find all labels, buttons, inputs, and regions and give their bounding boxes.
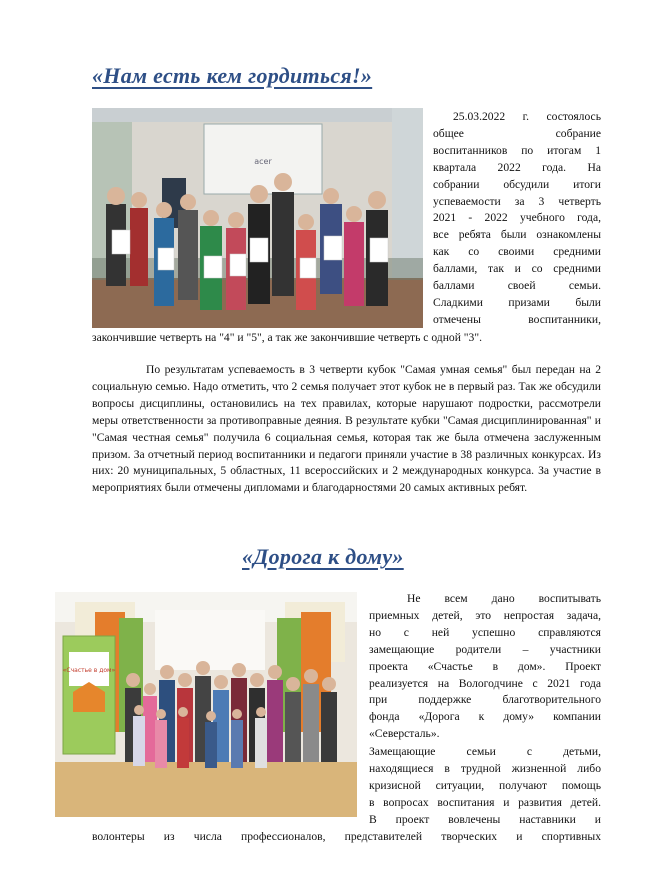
text-line: находящиеся в трудной жизненной либо <box>369 761 601 775</box>
text-line: собрании обсудили итоги <box>433 177 601 191</box>
text-line: успеваемости за 3 четверть <box>433 194 601 208</box>
text-line: но с ней успешно справляются <box>369 625 601 639</box>
text-line: проекта «Счастье в дом». Проект <box>369 659 601 673</box>
text-line: в вопросах воспитания и развития детей. <box>369 795 601 809</box>
text-line: Сладкими призами были <box>433 295 601 309</box>
text-line: квартала 2022 года. На <box>433 160 601 174</box>
text-line: замещающие родители – участники <box>369 642 601 656</box>
project-text-column-2 <box>369 744 601 829</box>
results-paragraph: По результатам успеваемость в 3 четверти кубок "Самая умная семья" был передан на 2 социальную семью. Надо отметить, что 2 семья получает этот кубок не в первый раз. Так же обсудили вопросы дисциплины, остановились на тех правилах, которые нарушают подростки, рассмотрели меры ответственности за противоправные деяния. В результате кубки "Самая дисциплинированная" и "Самая честная семья" получила 6 социальная семья, которая так же была отмечена заслуженным призом. За отчетный период воспитанники и педагоги приняли участие в 38 различных конкурсах. Из них: 20 муниципальных, 5 областных, 11 всероссийских и 2 международных конкурса. За участие в мероприятиях были отмечены дипломами и благодарностями 20 самых активных ребят. <box>92 363 601 495</box>
intro-text-continuation: закончившие четверть на "4" и "5", а так же закончившие четверть с одной "3". <box>92 331 482 344</box>
article-title-1: «Нам есть кем гордиться!» <box>92 63 373 88</box>
text-line: В проект вовлечены наставники и <box>369 812 601 826</box>
intro-text-column <box>433 109 601 329</box>
text-line: фонда «Дорога к дому» компании <box>369 710 601 724</box>
article-title-2: «Дорога к дому» <box>242 544 404 569</box>
text-line: баллами своей семьи. <box>433 279 601 293</box>
text-line: общее собрание <box>433 126 601 140</box>
text-line: как со своими средними <box>433 245 601 259</box>
banner-text: «Счастье в дом» <box>62 667 116 674</box>
text-line: Не всем дано воспитывать <box>407 592 601 605</box>
text-line: все ребята были ознакомлены <box>433 228 601 242</box>
text-line: кризисной ситуации, получают помощь <box>369 778 601 792</box>
group-photo-families <box>55 592 357 817</box>
text-line: приемных детей, это непростая задача, <box>369 608 601 622</box>
text-line: «Северсталь». <box>369 727 440 741</box>
text-line: Замещающие семьи с детьми, <box>369 745 601 758</box>
group-photo-awards <box>92 108 423 328</box>
text-line: 2021 - 2022 учебного года, <box>433 211 601 225</box>
projector-screen-brand: acer <box>254 157 272 166</box>
text-line: воспитанников по итогам 1 <box>433 143 601 157</box>
text-line: отмечены воспитанники, <box>433 312 601 326</box>
project-text-continuation: волонтеры из числа профессионалов, представителей творческих и спортивных <box>92 830 601 843</box>
text-line: при поддержке благотворительного <box>369 693 601 707</box>
text-line: реализуется на Вологодчине с 2021 года <box>369 676 601 690</box>
text-line: 25.03.2022 г. состоялось <box>453 110 601 123</box>
text-line: баллами, так и со средними <box>433 262 601 276</box>
project-text-column <box>369 591 601 743</box>
